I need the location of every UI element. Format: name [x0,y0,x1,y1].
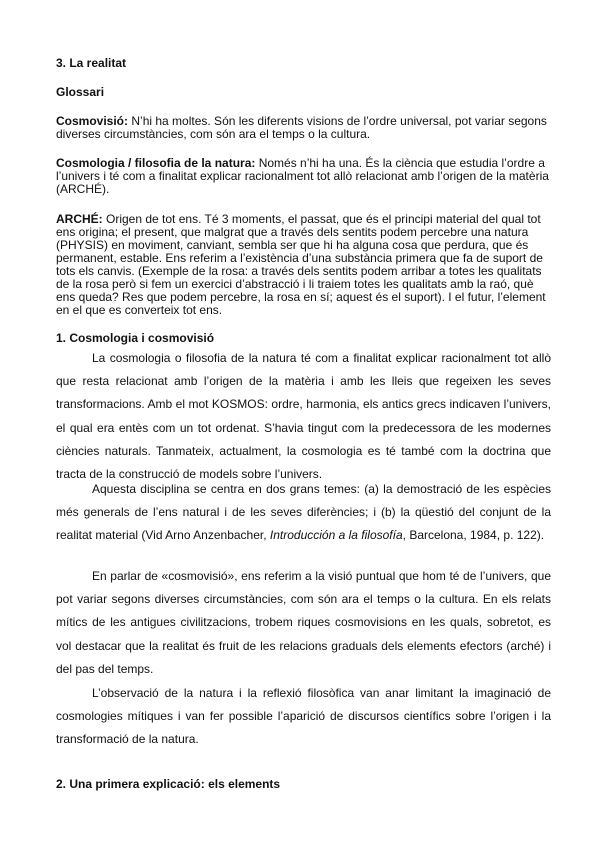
citation-title: Introducción a la filosofía [269,528,403,543]
paragraph-disciplina [56,478,551,548]
subsection-title-cosmologia: 1. Cosmologia i cosmovisió [56,331,215,345]
section-title: 3. La realitat [56,56,127,70]
glossary-entry-cosmologia [56,157,551,196]
glossary-entry-arche [56,213,551,317]
glossary-definition: Origen de tot ens. Té 3 moments, el passat, que és el principi material del qual tot ens origina; el present, que malgrat que a través dels sentits podem percebre una natura (PHYSIS) en moviment, canviant, sembla ser que hi ha alguna cosa que perdura, que és permanent, estable. Ens referim a l’existència d’una substància primera que fa de suport de tots els canvis. (Exemple de la rosa: a través dels sentits podem arribar a totes les qualitats de la rosa però si fem un exercici d’abstracció i li traiem totes les qualitats amb la raó, què ens queda? Res que podem percebre, la rosa en sí; aquest és el suport). I el futur, l’element en el que es converteix tot ens. [56,212,546,317]
glossary-definition: Només n’hi ha una. És la ciència que estudia l’ordre a l’univers i té com a finalitat explicar racionalment tot allò relacionat amb l’origen de la matèria (ARCHÉ). [56,156,549,196]
paragraph-cosmologia: La cosmologia o filosofia de la natura té com a finalitat explicar racionalment tot allò que resta relacionat amb l’origen de la matèria i amb les lleis que regeixen les seves transformacions. Amb el mot KOSMOS: ordre, harmonia, els antics grecs indicaven l’univers, el qual era entès com un tot ordenat. S’havia tingut com la predecessora de les modernes ciències naturals. Tanmateix, actualment, la cosmologia es té també com la doctrina que tracta de la construcció de models sobre l’univers. [56,351,551,482]
glossary-definition: N’hi ha moltes. Són les diferents visions de l’ordre universal, pot variar segons diverses circumstàncies, com són ara el temps o la cultura. [56,114,547,141]
paragraph-text: , Barcelona, 1984, p. 122). [402,528,545,543]
glossary-term: Cosmovisió: [56,114,129,128]
subsection-title-elements: 2. Una primera explicació: els elements [56,777,281,791]
paragraph-text: Aquesta disciplina se centra en dos grans temes: (a) la demostració de les espècies més generals de l’ens natural i de les seves diferències; i (b) la qüestió del conjunt de la realitat material (Vid Arno Anzenbacher, [56,482,551,543]
paragraph-observacio: L’observació de la natura i la reflexió filosòfica van anar limitant la imaginació de cosmologies mítiques i van fer possible l’aparició de discursos científics sobre l’origen i la transformació de la natura. [56,686,551,747]
glossary-entry-cosmovisio [56,115,551,141]
glossary-term: Cosmologia / filosofia de la natura: [56,156,256,170]
glossary-term: ARCHÉ: [56,212,103,226]
paragraph-cosmovisio: En parlar de «cosmovisió», ens referim a la visió puntual que hom té de l’univers, que pot variar segons diverses circumstàncies, com són ara el temps o la cultura. En els relats mítics de les antigues civilitzacions, trobem riques cosmovisions en les quals, sobretot, es vol destacar que la realitat és fruit de les relacions graduals dels elements efectors (arché) i del pas del temps. [56,569,551,676]
glossary-title: Glossari [56,85,105,99]
